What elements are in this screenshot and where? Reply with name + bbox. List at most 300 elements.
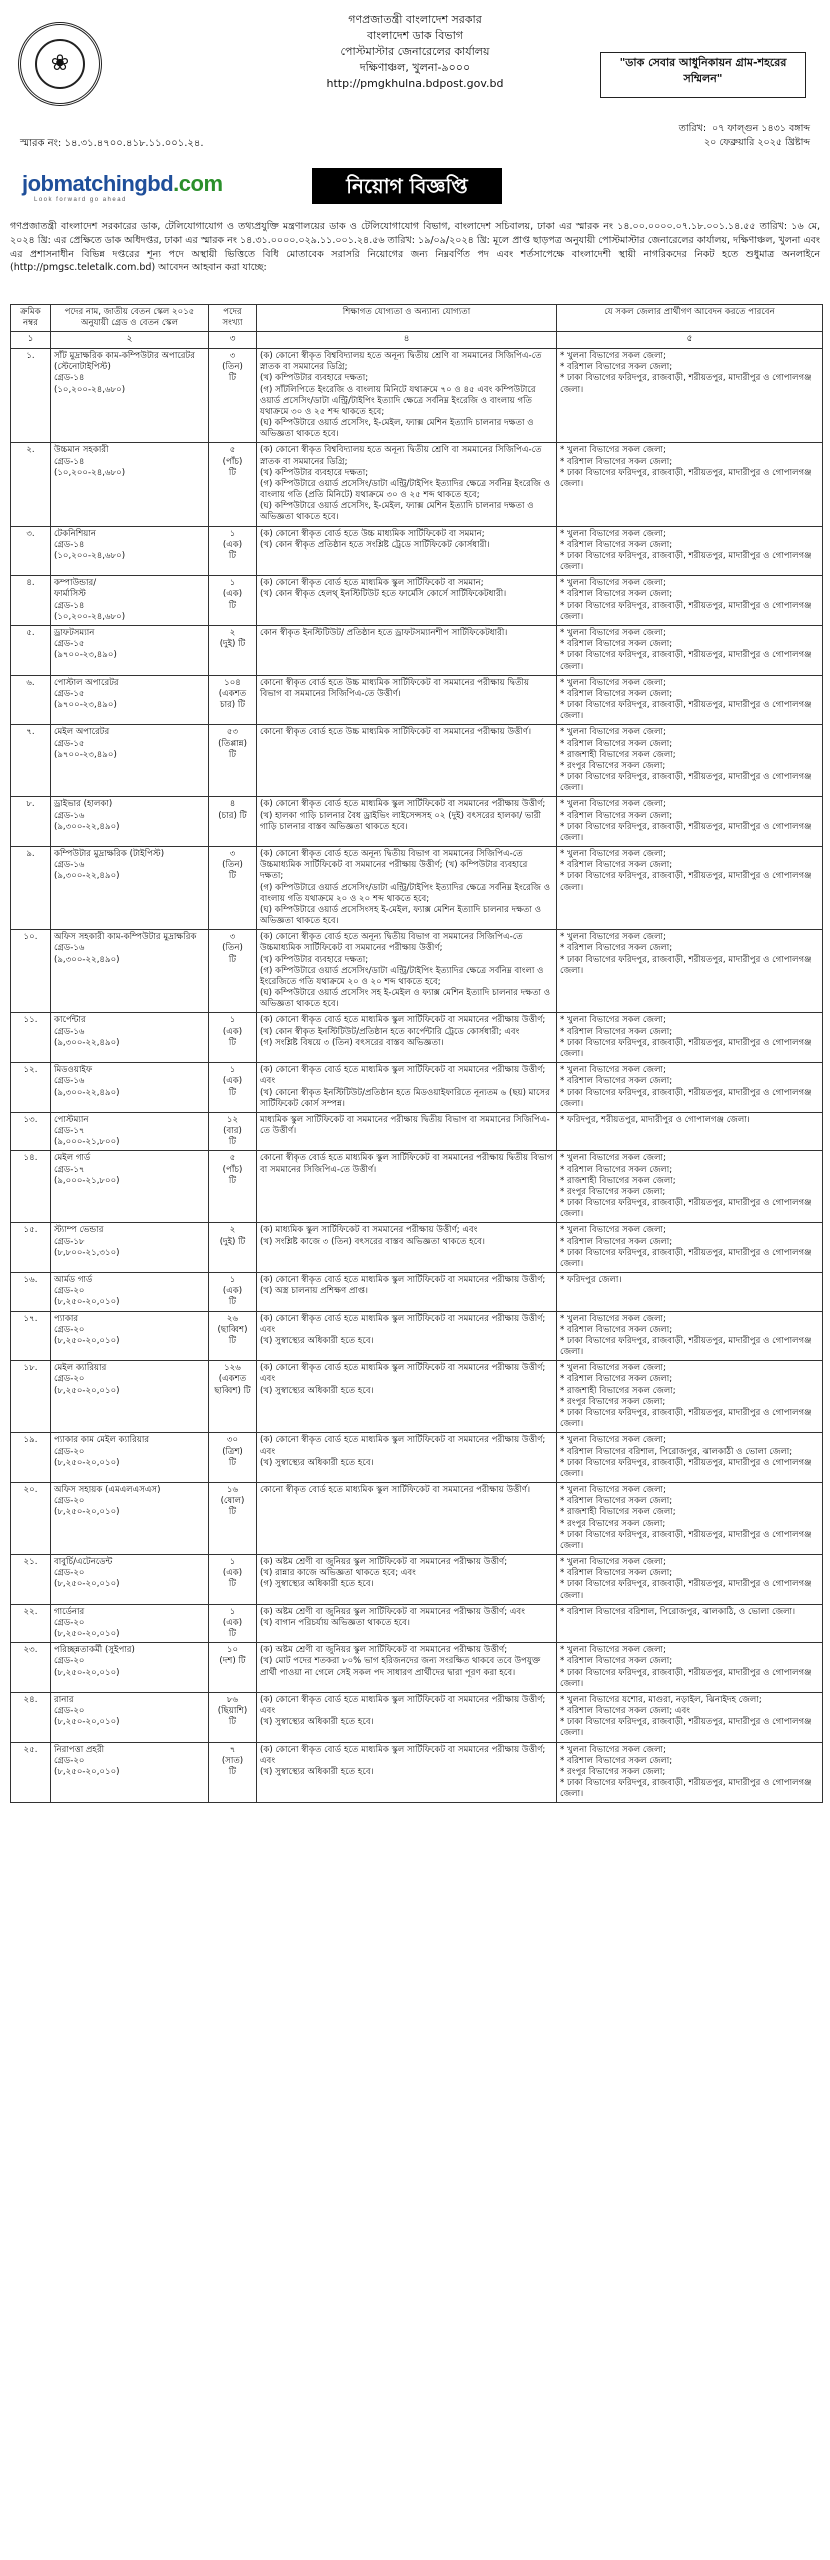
row-count-line: টি xyxy=(228,1297,237,1308)
row-count-line: ৪ xyxy=(229,799,236,810)
row-post-line: গ্রেড-১৪ xyxy=(54,373,85,384)
row-serial: ৩. xyxy=(11,526,51,576)
row-post-line: স্ট্যাম্প ভেন্ডার xyxy=(54,1225,104,1236)
row-districts-line: * ঢাকা বিভাগের ফরিদপুর, রাজবাড়ী, শরীয়তপুর, মাদারীপুর ও গোপালগঞ্জ জেলা। xyxy=(560,1037,812,1059)
row-count-line: ২ xyxy=(229,1225,236,1236)
row-count-line: ১০ xyxy=(226,1645,239,1656)
row-qualification xyxy=(257,1361,557,1433)
row-qualification-line: (খ) সুস্বাস্থ্যের অধিকারী হতে হবে। xyxy=(260,1335,374,1346)
row-count-line: (তিন) xyxy=(222,860,243,871)
row-post-line: আর্মড গার্ড xyxy=(54,1275,93,1286)
row-qualification-line: (ঘ) কম্পিউটারে ওয়ার্ড প্রসেসিং, ই-মেইল, ফ্যাক্স মেশিন ইত্যাদি চালনার দক্ষতা ও অভিজ্ঞতা থাকতে হবে। xyxy=(260,501,534,523)
row-districts-line: * ঢাকা বিভাগের ফরিদপুর, রাজবাড়ী, শরীয়তপুর, মাদারীপুর ও গোপালগঞ্জ জেলা। xyxy=(560,600,812,622)
row-count xyxy=(209,1604,257,1643)
row-districts-line: * ঢাকা বিভাগের ফরিদপুর, রাজবাড়ী, শরীয়তপুর, মাদারীপুর ও গোপালগঞ্জ জেলা। xyxy=(560,871,812,893)
row-qualification-line: (ক) মাধ্যমিক স্কুল সার্টিফিকেট বা সমমানের পরীক্ষায় উত্তীর্ণ; এবং xyxy=(260,1225,478,1236)
site-name: jobmatchingbd xyxy=(22,171,174,196)
row-qualification-line: (ক) কোনো স্বীকৃত বোর্ড হতে মাধ্যমিক স্কুল সার্টিফিকেট বা সমমানের পরীক্ষায় উত্তীর্ণ; এবং xyxy=(260,1363,546,1385)
row-count-line: ২৬ xyxy=(226,1313,239,1324)
row-count xyxy=(209,797,257,847)
row-serial: ১৯. xyxy=(11,1433,51,1483)
row-qualification-line: (খ) কোন স্বীকৃত হেলথ্ ইনস্টিটিউট হতে ফার্মেসি কোর্সে সার্টিফিকেটধারী। xyxy=(260,589,507,600)
row-count-line: ১ xyxy=(229,1015,236,1026)
row-post xyxy=(51,1273,209,1312)
row-qualification-line: (গ) সাঁটলিপিতে ইংরেজি ও বাংলায় মিনিটে যথাক্রমে ৭০ ও ৪৫ এবং কম্পিউটারে ওয়ার্ড প্রসেসিং/ডাটা এন্ট্রি/টাইপিং ইত্যাদি ক্ষেত্রে সর্বনিম্ন ইংরেজি ও বাংলায় গতি যথাক্রমে ৩০ ও ২৫ শব্দ থাকতে হবে; xyxy=(260,384,536,417)
row-post-line: নিরাপত্তা প্রহরী xyxy=(54,1744,105,1755)
row-qualification-line: (ক) কোনো স্বীকৃত বোর্ড হতে অনূন্য দ্বিতীয় বিভাগ বা সমমানের সিজিপিএ-তে উচ্চমাধ্যমিক সার্টিফিকেট বা সমমানের পরীক্ষায় উত্তীর্ণ; (খ) কম্পিউটার ব্যবহারে দক্ষতা; xyxy=(260,849,528,882)
row-post xyxy=(51,443,209,526)
row-count-line: (এক) xyxy=(222,589,243,600)
row-districts-line: * ঢাকা বিভাগের ফরিদপুর, রাজবাড়ী, শরীয়তপুর, মাদারীপুর ও গোপালগঞ্জ জেলা। xyxy=(560,772,812,794)
org-website: http://pmgkhulna.bdpost.gov.bd xyxy=(326,76,504,90)
table-row xyxy=(11,1273,823,1312)
row-count-line: টি xyxy=(228,1457,237,1468)
row-count-line: ৩০ xyxy=(226,1435,239,1446)
row-count-line: (পাঁচ) xyxy=(222,1164,243,1175)
row-qualification-line: (খ) কম্পিউটার ব্যবহারে দক্ষতা; xyxy=(260,467,369,478)
row-count-line: টি xyxy=(228,1766,237,1777)
row-post-line: (৮,২৫০-২০,০১০) xyxy=(54,1629,120,1640)
row-districts-line: * খুলনা বিভাগের সকল জেলা; xyxy=(560,799,666,810)
row-districts-line: * ঢাকা বিভাগের ফরিদপুর, রাজবাড়ী, শরীয়তপুর, মাদারীপুর ও গোপালগঞ্জ জেলা। xyxy=(560,1198,812,1220)
row-qualification-line: কোনো স্বীকৃত বোর্ড হতে মাধ্যমিক স্কুল সার্টিফিকেট বা সমমানের পরীক্ষায় দ্বিতীয় বিভাগ বা সমমানের সিজিপিএ-তে উত্তীর্ণ। xyxy=(260,1153,553,1175)
row-post xyxy=(51,797,209,847)
row-count xyxy=(209,1063,257,1113)
row-post-line: (৮,২৫০-২০,০১০) xyxy=(54,1717,120,1728)
row-districts-line: * বরিশাল বিভাগের বরিশাল, পিরোজপুর, ঝালকাঠি, ও ভোলা জেলা। xyxy=(560,1606,796,1617)
site-tagline: Look forward go ahead xyxy=(34,197,127,203)
table-row xyxy=(11,1013,823,1063)
org-line: পোস্টমাস্টার জেনারেলের কার্যালয় xyxy=(340,44,490,58)
row-post xyxy=(51,1604,209,1643)
row-districts-line: * রংপুর বিভাগের সকল জেলা; xyxy=(560,1186,666,1197)
row-post-line: গ্রেড-২০ xyxy=(54,1496,85,1507)
row-districts-line: * বরিশাল বিভাগের সকল জেলা; xyxy=(560,1656,673,1667)
row-districts xyxy=(557,1742,823,1803)
row-serial: ৬. xyxy=(11,675,51,725)
row-post-line: (১০,২০০-২৪,৬৮০) xyxy=(54,550,126,561)
seal-emblem-icon: ❀ xyxy=(35,39,85,89)
row-qualification xyxy=(257,1433,557,1483)
row-count-line: ১০৪ xyxy=(224,677,241,688)
row-districts-line: * ঢাকা বিভাগের ফরিদপুর, রাজবাড়ী, শরীয়তপুর, মাদারীপুর ও গোপালগঞ্জ জেলা। xyxy=(560,1457,812,1479)
notice-title: নিয়োগ বিজ্ঞপ্তি xyxy=(312,168,502,204)
row-districts-line: * রংপুর বিভাগের সকল জেলা; xyxy=(560,1396,666,1407)
row-districts-line: * খুলনা বিভাগের সকল জেলা; xyxy=(560,932,666,943)
row-count-line: (তিন) xyxy=(222,943,243,954)
row-count xyxy=(209,625,257,675)
row-serial: ১৫. xyxy=(11,1223,51,1273)
row-count-line: (এক) xyxy=(222,1026,243,1037)
org-line: দক্ষিণাঞ্চল, খুলনা-৯০০০ xyxy=(359,60,471,74)
row-post-line: (৯৭০০-২৩,৪৯০) xyxy=(54,700,117,711)
row-districts-line: * ফরিদপুর জেলা। xyxy=(560,1275,622,1286)
row-post-line: গ্রেড-১৬ xyxy=(54,1026,85,1037)
row-districts xyxy=(557,526,823,576)
row-qualification-line: (খ) কোন স্বীকৃত প্রতিষ্ঠান হতে সংশ্লিষ্ট ট্রেডে সার্টিফিকেট কোর্সধারী। xyxy=(260,539,490,550)
row-post-line: (১০,২০০-২৪,৬৮০) xyxy=(54,611,126,622)
table-row xyxy=(11,1112,823,1151)
column-number: ১ xyxy=(11,332,51,349)
row-districts-line: * বরিশাল বিভাগের সকল জেলা; xyxy=(560,1076,673,1087)
row-count-line: টি xyxy=(228,1579,237,1590)
row-post xyxy=(51,725,209,797)
row-serial: ১৪. xyxy=(11,1151,51,1223)
row-districts xyxy=(557,349,823,443)
row-post-line: ড্রাফটসম্যান xyxy=(54,627,95,638)
row-qualification-line: (খ) কোনো স্বীকৃত ইনস্টিটিউট/প্রতিষ্ঠান হতে মিডওয়াইফারিতে নূন্যতম ৬ (ছয়) মাসের সার্টিফিকেট কোর্স সম্পন্ন। xyxy=(260,1087,550,1109)
row-count xyxy=(209,1013,257,1063)
row-districts xyxy=(557,443,823,526)
row-serial: ২২. xyxy=(11,1604,51,1643)
row-qualification-line: (খ) কম্পিউটার ব্যবহারে দক্ষতা; xyxy=(260,373,369,384)
row-post xyxy=(51,625,209,675)
row-count-line: (বার) xyxy=(223,1126,242,1137)
row-qualification xyxy=(257,1273,557,1312)
row-count xyxy=(209,1361,257,1433)
header-districts: যে সকল জেলার প্রার্থীগণ আবেদন করতে পারবেন xyxy=(557,305,823,332)
row-count-line: ১ xyxy=(229,1606,236,1617)
row-count xyxy=(209,1311,257,1361)
row-districts-line: * রাজশাহী বিভাগের সকল জেলা; xyxy=(560,1175,676,1186)
row-districts-line: * ঢাকা বিভাগের ফরিদপুর, রাজবাড়ী, শরীয়তপুর, মাদারীপুর ও গোপালগঞ্জ জেলা। xyxy=(560,821,812,843)
row-count-line: (ত্রিশ) xyxy=(222,1446,243,1457)
row-districts xyxy=(557,847,823,930)
row-count-line: (ষোল) xyxy=(220,1496,245,1507)
row-qualification-line: (ক) কোনো স্বীকৃত বোর্ড হতে মাধ্যমিক স্কুল সার্টিফিকেট বা সমমান; xyxy=(260,578,484,589)
row-districts xyxy=(557,1604,823,1643)
row-post xyxy=(51,1063,209,1113)
row-districts-line: * বরিশাল বিভাগের সকল জেলা; xyxy=(560,1026,673,1037)
row-serial: ১৮. xyxy=(11,1361,51,1433)
row-districts-line: * ঢাকা বিভাগের ফরিদপুর, রাজবাড়ী, শরীয়তপুর, মাদারীপুর ও গোপালগঞ্জ জেলা। xyxy=(560,550,812,573)
row-count-line: (একশত ছাব্বিশ) টি xyxy=(214,1374,251,1396)
row-post xyxy=(51,1013,209,1063)
table-row xyxy=(11,847,823,930)
row-qualification-line: (গ) সুস্বাস্থ্যের অধিকারী হতে হবে। xyxy=(260,1579,374,1590)
row-districts-line: * বরিশাল বিভাগের সকল জেলা; xyxy=(560,1236,673,1247)
row-districts xyxy=(557,725,823,797)
row-post-line: অফিস সহায়ক (এমএলএসএস) xyxy=(54,1485,161,1496)
row-post-line: (৮,৮০০-২১,৩১০) xyxy=(54,1247,120,1258)
row-count-line: (তিপ্পান্ন) xyxy=(218,738,247,749)
row-count-line: ১ xyxy=(229,1065,236,1076)
row-qualification-line: (ক) কোনো স্বীকৃত বোর্ড হতে মাধ্যমিক স্কুল সার্টিফিকেট বা সমমানের পরীক্ষায় উত্তীর্ণ; এবং xyxy=(260,1065,546,1087)
motto-box: "ডাক সেবার আধুনিকায়ন গ্রাম-শহরের সম্মিলন" xyxy=(600,52,806,98)
row-count-line: ১ xyxy=(229,578,236,589)
row-count-line: টি xyxy=(228,1507,237,1518)
row-count-line: ৫৩ xyxy=(226,727,239,738)
row-qualification xyxy=(257,625,557,675)
row-serial: ২. xyxy=(11,443,51,526)
row-qualification-line: (ক) কোনো স্বীকৃত বোর্ড হতে অনূন্য দ্বিতীয় বিভাগ বা সমমানের সিজিপিএ-তে উচ্চমাধ্যমিক সার্টিফিকেট বা সমমানের পরীক্ষায় উত্তীর্ণ; xyxy=(260,932,523,954)
row-serial: ১৭. xyxy=(11,1311,51,1361)
row-districts-line: * খুলনা বিভাগের সকল জেলা; xyxy=(560,351,666,362)
row-districts-line: * ঢাকা বিভাগের ফরিদপুর, রাজবাড়ী, শরীয়তপুর, মাদারীপুর ও গোপালগঞ্জ জেলা। xyxy=(560,373,812,395)
row-qualification-line: (গ) সংশ্লিষ্ট বিষয়ে ৩ (তিন) বৎসরের বাস্তব অভিজ্ঞতা। xyxy=(260,1037,444,1048)
row-qualification xyxy=(257,1555,557,1605)
site-domain: .com xyxy=(173,171,223,196)
row-qualification-line: (গ) কম্পিউটারে ওয়ার্ড প্রসেসিং/ডাটা এন্ট্রি/টাইপিং ইত্যাদির ক্ষেত্রে সর্বনিম্ন ইংরেজি ও বাংলায় গতি (প্রতি মিনিটে) যথাক্রমে ৩০ ও ২৫ শব্দ থাকতে হবে; xyxy=(260,478,551,501)
row-count-line: ৭ xyxy=(229,1744,236,1755)
row-qualification-line: (ঘ) কম্পিউটারে ওয়ার্ড প্রসেসিং, ই-মেইল, ফ্যাক্স মেশিন ইত্যাদি চালনার দক্ষতা ও অভিজ্ঞতা থাকতে হবে। xyxy=(260,418,534,440)
row-districts-line: * ঢাকা বিভাগের ফরিদপুর, রাজবাড়ী, শরীয়তপুর, মাদারীপুর ও গোপালগঞ্জ জেলা। xyxy=(560,700,812,722)
row-post-line: (৯,৩০০-২২,৪৯০) xyxy=(54,954,120,965)
row-qualification-line: (খ) সংশ্লিষ্ট কাজে ৩ (তিন) বৎসরের বাস্তব অভিজ্ঞতা থাকতে হবে। xyxy=(260,1236,485,1247)
row-post xyxy=(51,1311,209,1361)
row-count-line: টি xyxy=(228,373,237,384)
row-qualification-line: (ক) কোনো স্বীকৃত বোর্ড হতে মাধ্যমিক স্কুল সার্টিফিকেট বা সমমানের পরীক্ষায় উত্তীর্ণ; এবং xyxy=(260,1435,546,1457)
row-count xyxy=(209,1223,257,1273)
row-qualification-line: (খ) সুস্বাস্থ্যের অধিকারী হতে হবে। xyxy=(260,1766,374,1777)
row-count xyxy=(209,1643,257,1693)
row-post-line: গার্ডেনার xyxy=(54,1606,85,1617)
row-count xyxy=(209,1433,257,1483)
row-post-line: গ্রেড-২০ xyxy=(54,1617,85,1628)
table-row xyxy=(11,675,823,725)
table-row xyxy=(11,625,823,675)
table-row xyxy=(11,1311,823,1361)
row-post-line: ফার্মাসিস্ট xyxy=(54,589,86,600)
vacancy-table-wrap xyxy=(10,304,822,1803)
row-qualification-line: মাধ্যমিক স্কুল সার্টিফিকেট বা সমমানের পরীক্ষায় দ্বিতীয় বিভাগ বা সমমানের সিজিপিএ-তে উত্তীর্ণ। xyxy=(260,1114,550,1137)
table-row xyxy=(11,349,823,443)
row-qualification xyxy=(257,930,557,1013)
row-post xyxy=(51,1151,209,1223)
row-districts xyxy=(557,1433,823,1483)
row-post-line: (৯,৩০০-২২,৪৯০) xyxy=(54,821,120,832)
row-count-line: (এক) xyxy=(222,539,243,550)
row-count xyxy=(209,1742,257,1803)
vacancy-table xyxy=(10,304,823,1803)
row-districts-line: * রংপুর বিভাগের সকল জেলা; xyxy=(560,760,666,771)
row-count-line: টি xyxy=(228,1137,237,1148)
row-post-line: (৯৭০০-২৩,৪৯০) xyxy=(54,749,117,760)
row-post-line: (৯,৩০০-২২,৪৯০) xyxy=(54,871,120,882)
row-post xyxy=(51,930,209,1013)
row-count-line: (একশত চার) টি xyxy=(218,688,247,711)
row-post-line: পোস্টাল অপারেটর xyxy=(54,677,119,688)
row-count-line: (চার) টি xyxy=(218,810,247,821)
row-qualification xyxy=(257,797,557,847)
row-districts-line: * খুলনা বিভাগের সকল জেলা; xyxy=(560,445,666,456)
table-row xyxy=(11,1361,823,1433)
row-districts xyxy=(557,1483,823,1555)
row-districts-line: * খুলনা বিভাগের সকল জেলা; xyxy=(560,849,666,860)
row-districts-line: * বরিশাল বিভাগের সকল জেলা; xyxy=(560,1374,673,1385)
row-qualification xyxy=(257,1063,557,1113)
row-qualification xyxy=(257,1013,557,1063)
row-qualification xyxy=(257,1151,557,1223)
row-count-line: (দুই) টি xyxy=(219,639,246,650)
row-post-line: সাঁট মুদ্রাক্ষরিক কাম-কম্পিউটার অপারেটর xyxy=(54,351,195,362)
row-count xyxy=(209,1483,257,1555)
row-districts-line: * খুলনা বিভাগের যশোর, মাগুরা, নড়াইল, ঝিনাইদহ জেলা; xyxy=(560,1694,762,1705)
row-qualification xyxy=(257,725,557,797)
row-post-line: গ্রেড-১৬ xyxy=(54,860,85,871)
row-districts xyxy=(557,1311,823,1361)
row-qualification-line: (খ) সুস্বাস্থ্যের অধিকারী হতে হবে। xyxy=(260,1457,374,1468)
row-post-line: গ্রেড-১৬ xyxy=(54,810,85,821)
table-header-row xyxy=(11,305,823,332)
row-post xyxy=(51,1643,209,1693)
row-post-line: গ্রেড-২০ xyxy=(54,1446,85,1457)
row-districts-line: * বরিশাল বিভাগের সকল জেলা; xyxy=(560,688,673,699)
table-row xyxy=(11,1742,823,1803)
row-count xyxy=(209,576,257,626)
row-districts-line: * খুলনা বিভাগের সকল জেলা; xyxy=(560,1065,666,1076)
row-qualification-line: কোনো স্বীকৃত বোর্ড হতে মাধ্যমিক স্কুল সার্টিফিকেট বা সমমানের পরীক্ষায় উত্তীর্ণ। xyxy=(260,1485,531,1496)
row-post-line: পোস্টম্যান xyxy=(54,1114,89,1125)
row-post-line: গ্রেড-২০ xyxy=(54,1656,85,1667)
row-count-line: টি xyxy=(228,749,237,760)
row-count-line: (পাঁচ) xyxy=(222,456,243,467)
row-districts-line: * বরিশাল বিভাগের সকল জেলা; xyxy=(560,738,673,749)
row-serial: ২৩. xyxy=(11,1643,51,1693)
row-post-line: মেইল গার্ড xyxy=(54,1153,91,1164)
row-post-line: গ্রেড-২০ xyxy=(54,1286,85,1297)
row-post-line: গ্রেড-১৫ xyxy=(54,639,85,650)
row-post xyxy=(51,1223,209,1273)
row-serial: ৪. xyxy=(11,576,51,626)
row-districts-line: * বরিশাল বিভাগের সকল জেলা; xyxy=(560,589,673,600)
table-row xyxy=(11,1151,823,1223)
row-qualification xyxy=(257,526,557,576)
row-qualification-line: (ক) অষ্টম শ্রেণী বা জুনিয়র স্কুল সার্টিফিকেট বা সমমানের পরীক্ষায় উত্তীর্ণ; xyxy=(260,1557,508,1568)
row-qualification-line: (ক) কোনো স্বীকৃত বোর্ড হতে উচ্চ মাধ্যমিক সার্টিফিকেট বা সমমান; xyxy=(260,528,485,539)
row-districts-line: * রাজশাহী বিভাগের সকল জেলা; xyxy=(560,1385,676,1396)
row-districts-line: * বরিশাল বিভাগের সকল জেলা; xyxy=(560,1755,673,1766)
date-bangla: ০৭ ফাল্গুন ১৪৩১ বঙ্গাব্দ xyxy=(712,123,810,134)
row-count xyxy=(209,1555,257,1605)
date-block xyxy=(600,122,810,151)
table-row xyxy=(11,443,823,526)
row-districts-line: * খুলনা বিভাগের সকল জেলা; xyxy=(560,1645,666,1656)
row-count-line: টি xyxy=(228,1087,237,1098)
row-count-line: ১৬ xyxy=(226,1485,239,1496)
row-count-line: ৫ xyxy=(229,1153,236,1164)
row-count-line: টি xyxy=(228,871,237,882)
date-english: ২০ ফেব্রুয়ারি ২০২৫ খ্রিষ্টাব্দ xyxy=(704,137,810,149)
row-post-line: (৮,২৫০-২০,০১০) xyxy=(54,1457,120,1468)
row-count xyxy=(209,725,257,797)
column-number: ২ xyxy=(51,332,209,349)
row-qualification xyxy=(257,1311,557,1361)
row-qualification-line: (ক) কোনো স্বীকৃত বোর্ড হতে মাধ্যমিক স্কুল সার্টিফিকেট বা সমমানের পরীক্ষায় উত্তীর্ণ; xyxy=(260,1015,546,1026)
row-qualification-line: কোনো স্বীকৃত বোর্ড হতে উচ্চ মাধ্যমিক সার্টিফিকেট বা সমমানের পরীক্ষায় উত্তীর্ণ। xyxy=(260,727,532,738)
row-post-line: (৯৭০০-২৩,৪৯০) xyxy=(54,650,117,661)
row-post xyxy=(51,675,209,725)
row-districts-line: * খুলনা বিভাগের সকল জেলা; xyxy=(560,1744,666,1755)
row-districts-line: * খুলনা বিভাগের সকল জেলা; xyxy=(560,627,666,638)
row-post-line: গ্রেড-১৪ xyxy=(54,456,85,467)
row-districts xyxy=(557,625,823,675)
row-districts-line: * ঢাকা বিভাগের ফরিদপুর, রাজবাড়ী, শরীয়তপুর, মাদারীপুর ও গোপালগঞ্জ জেলা। xyxy=(560,954,812,976)
row-qualification-line: (খ) সুস্বাস্থ্যের অধিকারী হতে হবে। xyxy=(260,1385,374,1396)
table-row xyxy=(11,725,823,797)
header-qualification: শিক্ষাগত যোগ্যতা ও অন্যান্য যোগ্যতা xyxy=(257,305,557,332)
row-districts-line: * খুলনা বিভাগের সকল জেলা; xyxy=(560,1015,666,1026)
row-count-line: (এক) xyxy=(222,1617,243,1628)
org-line: বাংলাদেশ ডাক বিভাগ xyxy=(367,28,463,42)
row-districts-line: * খুলনা বিভাগের সকল জেলা; xyxy=(560,1313,666,1324)
row-post-line: ড্রাইভার (হালকা) xyxy=(54,799,113,810)
row-post-line: গ্রেড-১৫ xyxy=(54,738,85,749)
row-districts-line: * বরিশাল বিভাগের সকল জেলা; xyxy=(560,860,673,871)
row-count xyxy=(209,930,257,1013)
row-count-line: (তিন) xyxy=(222,362,243,373)
row-post xyxy=(51,1433,209,1483)
row-districts-line: * খুলনা বিভাগের সকল জেলা; xyxy=(560,578,666,589)
header-post: পদের নাম, জাতীয় বেতন স্কেল ২০১৫ অনুযায়ী গ্রেড ও বেতন স্কেল xyxy=(51,305,209,332)
row-serial: ১১. xyxy=(11,1013,51,1063)
row-districts xyxy=(557,1643,823,1693)
org-line: গণপ্রজাতন্ত্রী বাংলাদেশ সরকার xyxy=(348,13,482,26)
row-count-line: টি xyxy=(228,1629,237,1640)
row-districts-line: * রাজশাহী বিভাগের সকল জেলা; xyxy=(560,749,676,760)
row-post-line: (৮,২৫০-২০,০১০) xyxy=(54,1579,120,1590)
row-serial: ৯. xyxy=(11,847,51,930)
row-count xyxy=(209,1273,257,1312)
row-qualification-line: (ক) কোনো স্বীকৃত বোর্ড হতে মাধ্যমিক স্কুল সার্টিফিকেট বা সমমানের পরীক্ষায় উত্তীর্ণ; এবং xyxy=(260,1694,546,1717)
row-districts xyxy=(557,576,823,626)
row-qualification-line: (ক) কোনো স্বীকৃত বিশ্ববিদ্যালয় হতে অনূন্য দ্বিতীয় শ্রেণি বা সমমানের সিজিপিএ-তে স্নাতক বা সমমানের ডিগ্রি; xyxy=(260,445,542,467)
row-districts xyxy=(557,930,823,1013)
banner xyxy=(22,170,542,212)
row-post-line: (৮,২৫০-২০,০১০) xyxy=(54,1667,120,1678)
row-post-line: গ্রেড-২০ xyxy=(54,1706,85,1717)
row-count xyxy=(209,349,257,443)
row-count xyxy=(209,675,257,725)
row-qualification-line: (ক) অষ্টম শ্রেণী বা জুনিয়র স্কুল সার্টিফিকেট বা সমমানের পরীক্ষায় উত্তীর্ণ; এবং xyxy=(260,1606,525,1617)
row-post xyxy=(51,349,209,443)
row-qualification xyxy=(257,1692,557,1742)
row-qualification-line: (ক) কোনো স্বীকৃত বিশ্ববিদ্যালয় হতে অনূন্য দ্বিতীয় শ্রেণি বা সমমানের সিজিপিএ-তে স্নাতক বা সমমানের ডিগ্রি; xyxy=(260,351,542,373)
row-count xyxy=(209,1692,257,1742)
row-count-line: টি xyxy=(228,1335,237,1346)
row-post xyxy=(51,526,209,576)
row-districts xyxy=(557,1013,823,1063)
row-qualification xyxy=(257,1483,557,1555)
row-qualification xyxy=(257,443,557,526)
row-post-line: গ্রেড-২০ xyxy=(54,1755,85,1766)
row-serial: ১০. xyxy=(11,930,51,1013)
row-districts-line: * খুলনা বিভাগের সকল জেলা; xyxy=(560,727,666,738)
row-districts-line: * ঢাকা বিভাগের ফরিদপুর, রাজবাড়ী, শরীয়তপুর, মাদারীপুর ও গোপালগঞ্জ জেলা। xyxy=(560,467,812,489)
row-count-line: (দুই) টি xyxy=(219,1236,246,1247)
row-serial: ৭. xyxy=(11,725,51,797)
row-post-line: গ্রেড-১৮ xyxy=(54,1236,85,1247)
row-serial: ২০. xyxy=(11,1483,51,1555)
row-count-line: ১ xyxy=(229,1557,236,1568)
row-districts-line: * ফরিদপুর, শরীয়তপুর, মাদারীপুর ও গোপালগঞ্জ জেলা। xyxy=(560,1114,750,1125)
row-count-line: ১ xyxy=(229,1275,236,1286)
row-districts-line: * বরিশাল বিভাগের সকল জেলা; এবং xyxy=(560,1706,690,1717)
row-count-line: (এক) xyxy=(222,1568,243,1579)
row-post-line: (৯,০০০-২১,৮০০) xyxy=(54,1137,120,1148)
row-districts xyxy=(557,1692,823,1742)
row-post-line: (৯,০০০-২১,৮০০) xyxy=(54,1175,120,1186)
row-qualification xyxy=(257,1742,557,1803)
row-qualification xyxy=(257,576,557,626)
row-districts-line: * ঢাকা বিভাগের ফরিদপুর, রাজবাড়ী, শরীয়তপুর, মাদারীপুর ও গোপালগঞ্জ জেলা। xyxy=(560,1717,812,1739)
column-number-row xyxy=(11,332,823,349)
row-qualification-line: (খ) কোন স্বীকৃত ইনস্টিটিউট/প্রতিষ্ঠান হতে কার্পেন্টারি ট্রেডে কোর্সধারী; এবং xyxy=(260,1026,520,1037)
row-post-line: (৯,৩০০-২২,৪৯০) xyxy=(54,1087,120,1098)
table-row xyxy=(11,1604,823,1643)
row-districts-line: * ঢাকা বিভাগের ফরিদপুর, রাজবাড়ী, শরীয়তপুর, মাদারীপুর ও গোপালগঞ্জ জেলা। xyxy=(560,1529,812,1551)
row-districts-line: * বরিশাল বিভাগের সকল জেলা; xyxy=(560,362,673,373)
